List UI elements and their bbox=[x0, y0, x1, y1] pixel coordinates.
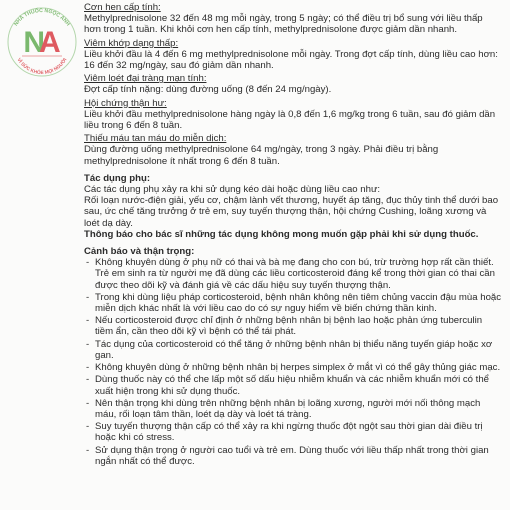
list-item: - Nếu corticosteroid được chỉ định ở những bệnh nhân bị bệnh lao hoặc phản ứng tuberculin tiềm ẩn, cần theo dõi kỹ vì bệnh có thể tái phát. bbox=[84, 315, 502, 337]
section-title: Cảnh báo và thận trọng: bbox=[84, 246, 195, 258]
section-heading: Hội chứng thận hư: bbox=[84, 97, 167, 109]
list-item: - Tác dụng của corticosteroid có thể tăng ở những bệnh nhân bị thiểu năng tuyến giáp hoặc xơ gan. bbox=[84, 339, 502, 361]
list-item: - Dùng thuốc này có thể che lấp một số dấu hiệu nhiễm khuẩn và các nhiễm khuẩn mới có thể xuất hiện trong khi sử dụng thuốc. bbox=[84, 374, 502, 396]
notice-paragraph: Thông báo cho bác sĩ những tác dụng không mong muốn gặp phải khi sử dụng thuốc. bbox=[84, 228, 479, 240]
svg-text:NA: NA bbox=[23, 26, 61, 59]
paragraph: Methylprednisolone 32 đến 48 mg mỗi ngày, trong 5 ngày; có thể điều trị bổ sung với liều thấp hơn trong 1 tuần. Khi khỏi cơn hen cấp tính, methylprednisolone được giảm dần nhanh. bbox=[84, 13, 483, 36]
list-item: - Suy tuyến thượng thận cấp có thể xảy ra khi ngừng thuốc đột ngột sau thời gian dài điều trị hoặc khi có stress. bbox=[84, 421, 502, 443]
list-item: - Nên thận trọng khi dùng trên những bệnh nhân bị loãng xương, người mới nối thông mạch máu, rối loạn tâm thần, loét dạ dày và loét tá tràng. bbox=[84, 398, 502, 420]
section-heading: Viêm khớp dạng thấp: bbox=[84, 37, 179, 49]
document-content bbox=[84, 0, 502, 468]
section-heading: Viêm loét đại tràng mạn tính: bbox=[84, 73, 207, 85]
paragraph: Liều khởi đầu methylprednisolone hàng ngày là 0,8 đến 1,6 mg/kg trong 6 tuần, sau đó giảm dần liều trong 6 đến 8 tuần. bbox=[84, 108, 496, 132]
list-item: - Không khuyên dùng ở những bệnh nhân bị herpes simplex ở mắt vì có thể gây thủng giác mạc. bbox=[84, 362, 502, 373]
warning-list bbox=[84, 257, 502, 467]
section-heading: Cơn hen cấp tính: bbox=[84, 2, 161, 13]
paragraph: Các tác dụng phụ xảy ra khi sử dụng kéo dài hoặc dùng liều cao như: bbox=[84, 184, 381, 196]
section-heading: Thiếu máu tan máu do miễn dịch: bbox=[84, 133, 227, 145]
list-item: - Sử dụng thận trọng ở người cao tuổi và trẻ em. Dùng thuốc với liều thấp nhất trong thời gian ngắn nhất có thể được. bbox=[84, 445, 502, 467]
section-title: Tác dụng phụ: bbox=[84, 172, 151, 184]
paragraph: Đợt cấp tính nặng: dùng đường uống (8 đến 24 mg/ngày). bbox=[84, 84, 332, 96]
paragraph: Dùng đường uống methylprednisolone 64 mg/ngày, trong 3 ngày. Phải điều trị bằng methylprednisolone ít nhất trong 6 đến 8 tuần. bbox=[84, 144, 439, 167]
list-item: - Không khuyên dùng ở phụ nữ có thai và bà mẹ đang cho con bú, trừ trường hợp rất cần thiết. Trẻ em sinh ra từ người mẹ đã dùng các liều corticosteroid đáng kể trong thời gian có thai cần được theo dõi kỹ và đánh giá về các dấu hiệu suy tuyến thượng thận. bbox=[84, 257, 502, 291]
svg-text:VÌ SỨC KHỎE MỌI NGƯỜI: VÌ SỨC KHỎE MỌI NGƯỜI bbox=[15, 57, 69, 77]
paragraph: Liều khởi đầu là 4 đến 6 mg methylprednisolone mỗi ngày. Trong đợt cấp tính, dùng liều cao hơn: 16 đến 32 mg/ngày, sau đó giảm dần nhanh. bbox=[84, 48, 498, 72]
pharmacy-logo-mark bbox=[4, 2, 80, 80]
pharmacy-logo bbox=[4, 2, 80, 80]
list-item: - Trong khi dùng liệu pháp corticosteroid, bệnh nhân không nên tiêm chủng vaccin đậu mùa hoặc miễn dịch khác nhất là với liều cao do có sự nguy hiểm về biến chứng thần kinh. bbox=[84, 292, 502, 314]
paragraph: Rối loạn nước-điện giải, yếu cơ, chậm lành vết thương, huyết áp tăng, đục thủy tinh thể dưới bao sau, ức chế tăng trưởng ở trẻ em, suy tuyến thượng thận, hội chứng Cushing, loãng xương và loét dạ dày. bbox=[84, 195, 499, 229]
svg-text:NHÀ THUỐC NGỌC ANH: NHÀ THUỐC NGỌC ANH bbox=[13, 7, 71, 28]
